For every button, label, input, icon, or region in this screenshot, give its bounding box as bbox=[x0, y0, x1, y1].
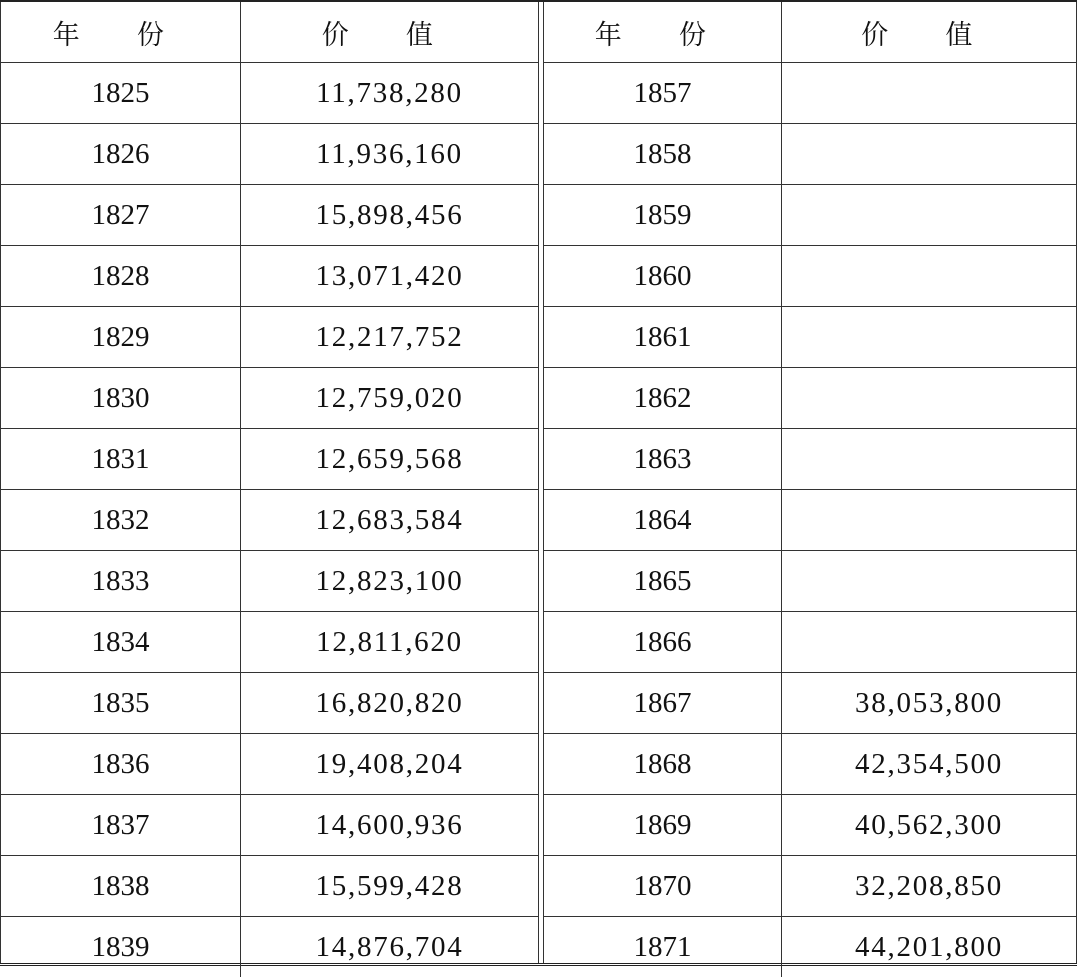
year-cell: 1865 bbox=[544, 551, 782, 612]
value-cell: 14,600,936 bbox=[241, 795, 539, 856]
header-value: 价 值 bbox=[782, 2, 1077, 63]
year-cell: 1827 bbox=[1, 185, 241, 246]
value-cell: 15,599,428 bbox=[241, 856, 539, 917]
value-cell: 15,898,456 bbox=[241, 185, 539, 246]
year-cell: 1857 bbox=[544, 63, 782, 124]
table-row bbox=[1, 673, 538, 734]
table-row bbox=[544, 429, 1076, 490]
year-cell: 1862 bbox=[544, 368, 782, 429]
value-cell: 12,759,020 bbox=[241, 368, 539, 429]
table-row bbox=[1, 917, 538, 977]
year-cell: 1833 bbox=[1, 551, 241, 612]
value-cell: 32,208,850 bbox=[782, 856, 1077, 917]
value-cell: 11,936,160 bbox=[241, 124, 539, 185]
year-cell: 1837 bbox=[1, 795, 241, 856]
table-row bbox=[544, 490, 1076, 551]
table-row bbox=[1, 795, 538, 856]
year-cell: 1864 bbox=[544, 490, 782, 551]
value-cell bbox=[782, 612, 1077, 673]
table-row bbox=[1, 124, 538, 185]
table-row bbox=[544, 734, 1076, 795]
value-cell bbox=[782, 246, 1077, 307]
year-cell: 1869 bbox=[544, 795, 782, 856]
table-left-body bbox=[1, 63, 538, 977]
year-cell: 1832 bbox=[1, 490, 241, 551]
value-cell: 12,811,620 bbox=[241, 612, 539, 673]
table-right-half bbox=[544, 2, 1077, 963]
header-row bbox=[544, 2, 1076, 63]
year-cell: 1860 bbox=[544, 246, 782, 307]
value-cell: 12,683,584 bbox=[241, 490, 539, 551]
value-cell bbox=[782, 490, 1077, 551]
table-left bbox=[1, 2, 538, 977]
table-row bbox=[1, 246, 538, 307]
value-cell: 13,071,420 bbox=[241, 246, 539, 307]
table-row bbox=[544, 795, 1076, 856]
table-row bbox=[1, 551, 538, 612]
table-row bbox=[1, 368, 538, 429]
year-cell: 1836 bbox=[1, 734, 241, 795]
table-row bbox=[544, 612, 1076, 673]
table-row bbox=[1, 429, 538, 490]
year-cell: 1858 bbox=[544, 124, 782, 185]
header-year: 年 份 bbox=[544, 2, 782, 63]
value-cell: 12,823,100 bbox=[241, 551, 539, 612]
header-year: 年 份 bbox=[1, 2, 241, 63]
table-row bbox=[544, 124, 1076, 185]
value-cell: 16,820,820 bbox=[241, 673, 539, 734]
table-row bbox=[544, 856, 1076, 917]
table-row bbox=[544, 673, 1076, 734]
value-cell: 44,201,800 bbox=[782, 917, 1077, 977]
value-cell: 12,659,568 bbox=[241, 429, 539, 490]
year-cell: 1863 bbox=[544, 429, 782, 490]
value-cell: 38,053,800 bbox=[782, 673, 1077, 734]
year-cell: 1828 bbox=[1, 246, 241, 307]
year-cell: 1867 bbox=[544, 673, 782, 734]
year-cell: 1835 bbox=[1, 673, 241, 734]
table-row bbox=[544, 307, 1076, 368]
value-cell bbox=[782, 185, 1077, 246]
year-cell: 1834 bbox=[1, 612, 241, 673]
value-cell: 11,738,280 bbox=[241, 63, 539, 124]
table-row bbox=[1, 185, 538, 246]
year-cell: 1838 bbox=[1, 856, 241, 917]
value-cell: 19,408,204 bbox=[241, 734, 539, 795]
value-cell bbox=[782, 63, 1077, 124]
year-cell: 1868 bbox=[544, 734, 782, 795]
table-row bbox=[1, 490, 538, 551]
year-cell: 1871 bbox=[544, 917, 782, 977]
table-right-body bbox=[544, 63, 1076, 977]
value-cell bbox=[782, 124, 1077, 185]
year-cell: 1831 bbox=[1, 429, 241, 490]
year-cell: 1830 bbox=[1, 368, 241, 429]
table-right bbox=[544, 2, 1076, 977]
year-cell: 1825 bbox=[1, 63, 241, 124]
year-cell: 1859 bbox=[544, 185, 782, 246]
value-cell bbox=[782, 429, 1077, 490]
table-row bbox=[544, 63, 1076, 124]
table-row bbox=[1, 612, 538, 673]
year-cell: 1839 bbox=[1, 917, 241, 977]
year-cell: 1866 bbox=[544, 612, 782, 673]
value-cell: 14,876,704 bbox=[241, 917, 539, 977]
year-cell: 1826 bbox=[1, 124, 241, 185]
table-row bbox=[1, 307, 538, 368]
value-cell: 40,562,300 bbox=[782, 795, 1077, 856]
table-row bbox=[1, 856, 538, 917]
table-row bbox=[1, 734, 538, 795]
header-row bbox=[1, 2, 538, 63]
year-cell: 1870 bbox=[544, 856, 782, 917]
table-row bbox=[544, 551, 1076, 612]
header-value: 价 值 bbox=[241, 2, 539, 63]
year-cell: 1829 bbox=[1, 307, 241, 368]
table-row bbox=[544, 368, 1076, 429]
table-row bbox=[1, 63, 538, 124]
value-cell: 42,354,500 bbox=[782, 734, 1077, 795]
table-left-half bbox=[0, 2, 538, 963]
value-cell bbox=[782, 307, 1077, 368]
table-row bbox=[544, 246, 1076, 307]
value-cell bbox=[782, 551, 1077, 612]
table-row bbox=[544, 185, 1076, 246]
value-cell: 12,217,752 bbox=[241, 307, 539, 368]
table-row bbox=[544, 917, 1076, 977]
year-cell: 1861 bbox=[544, 307, 782, 368]
value-cell bbox=[782, 368, 1077, 429]
